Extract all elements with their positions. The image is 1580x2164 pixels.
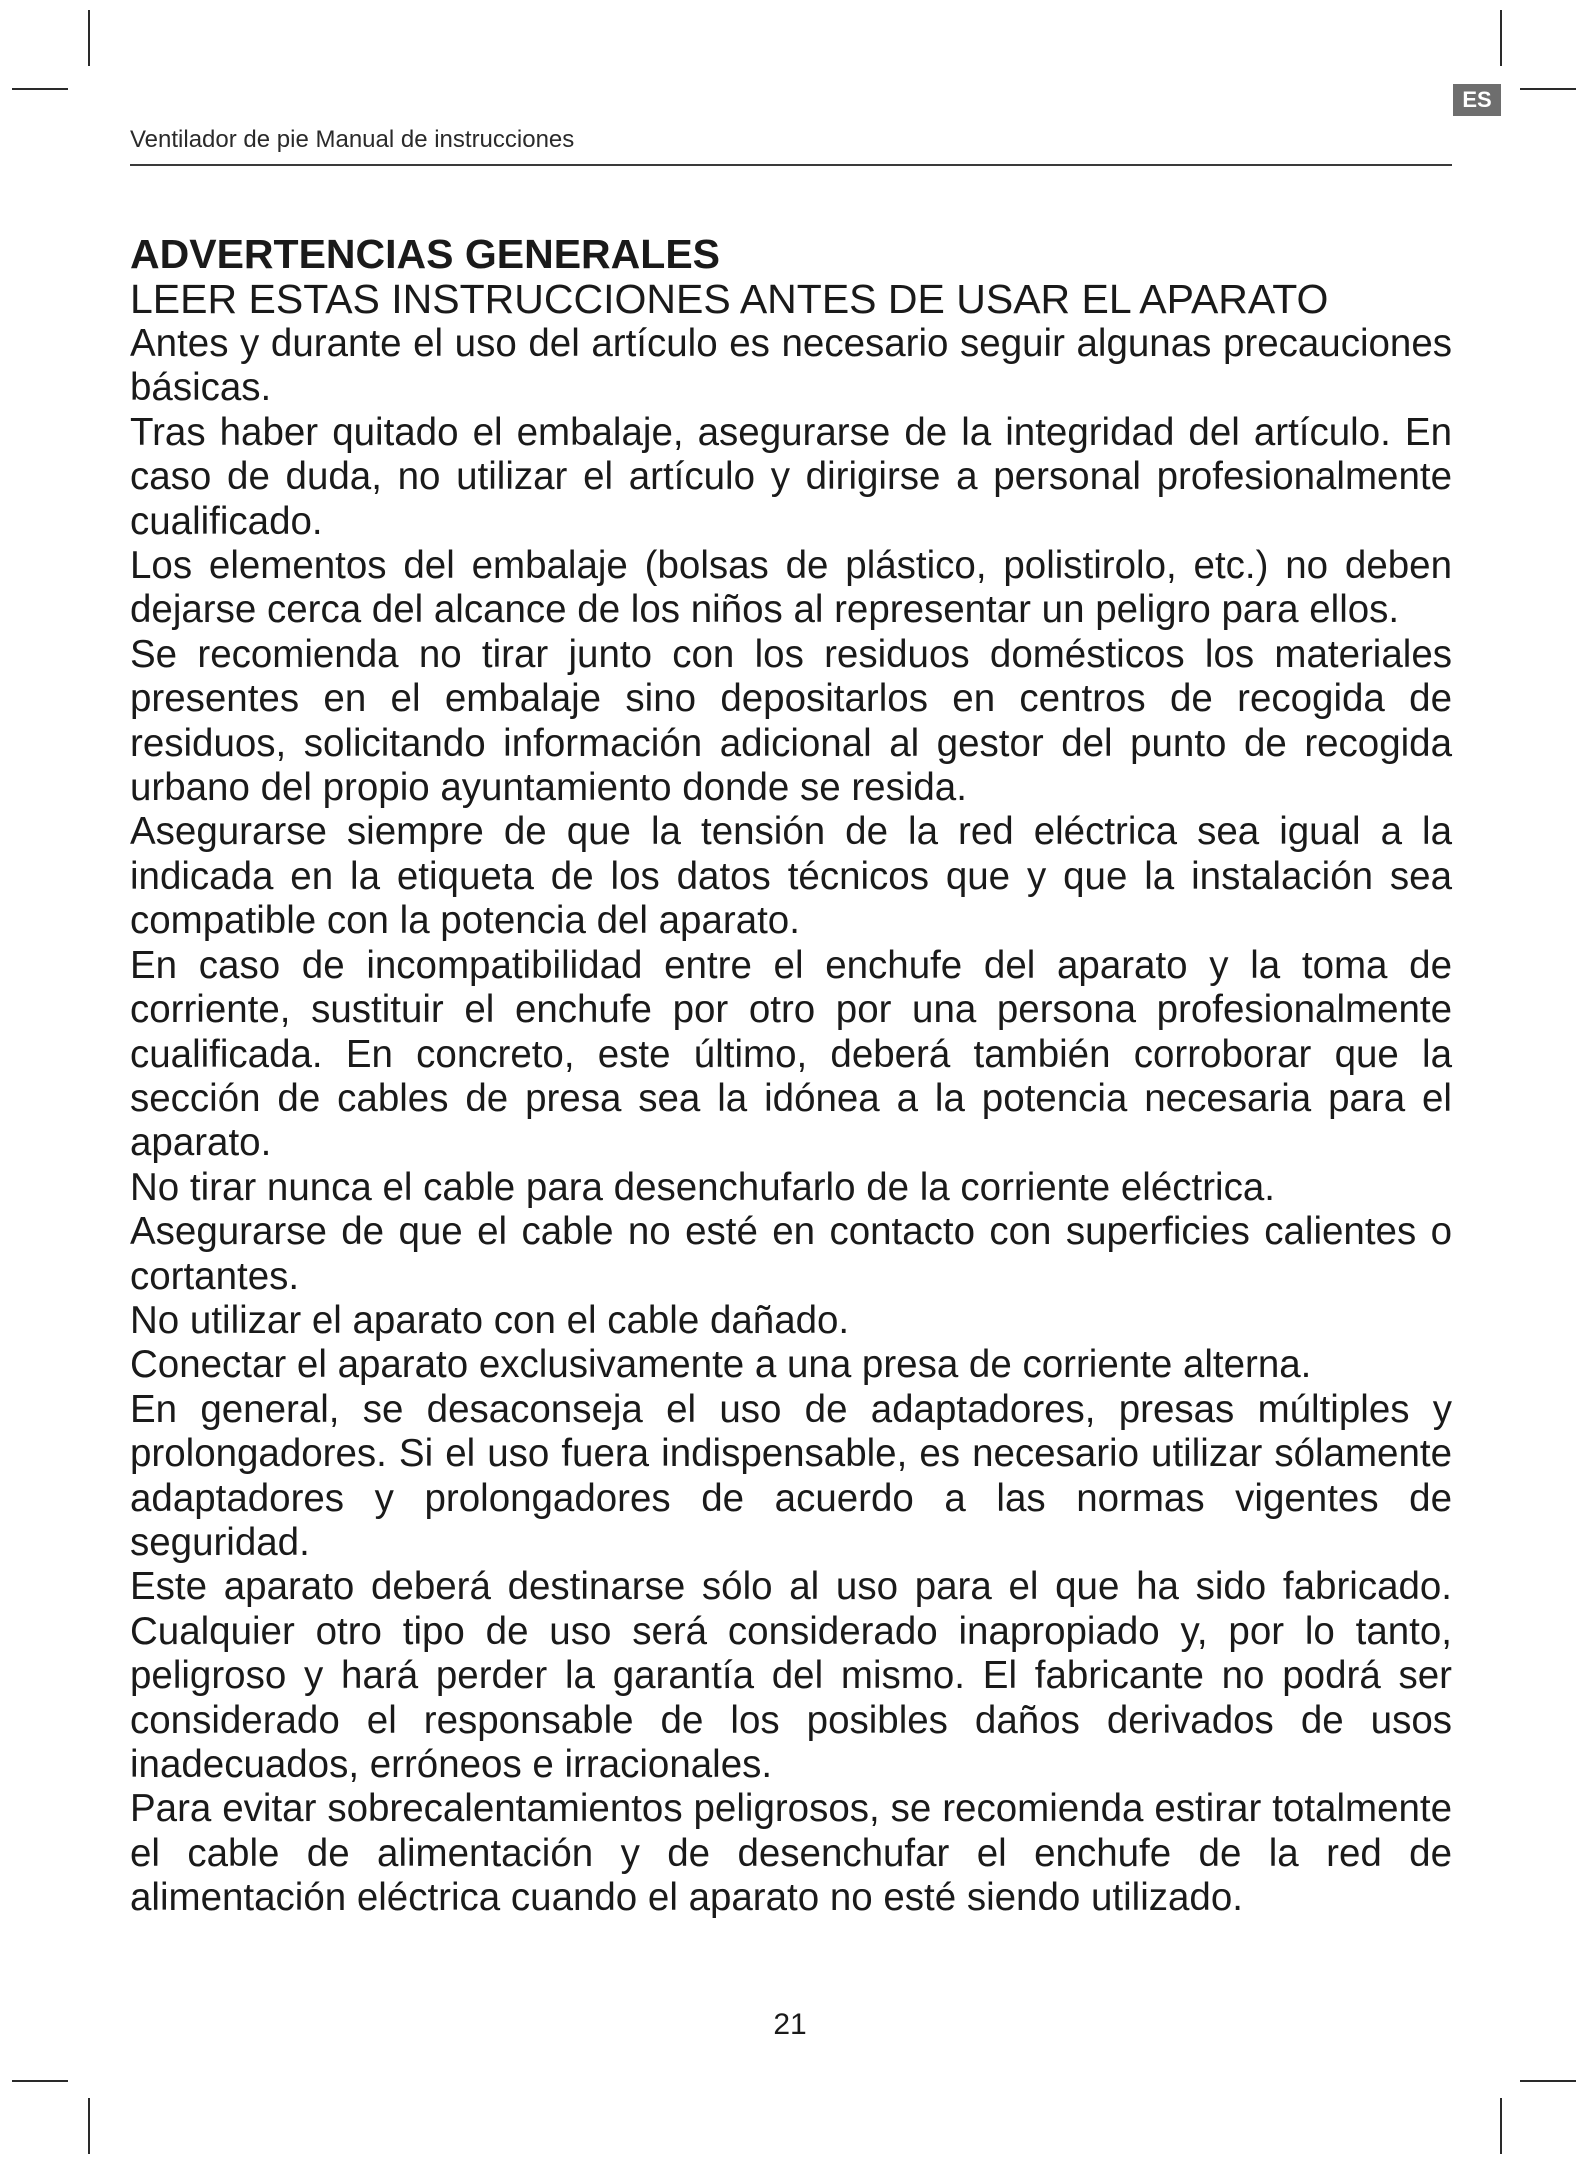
- crop-mark-bottom-right-vertical: [1500, 2098, 1502, 2154]
- paragraph: Antes y durante el uso del artículo es necesario seguir algunas precauciones básicas.: [130, 322, 1452, 410]
- crop-mark-bottom-left-horizontal: [12, 2080, 68, 2082]
- crop-mark-top-right-vertical: [1500, 10, 1502, 66]
- language-badge: ES: [1453, 84, 1501, 116]
- main-content: [130, 232, 1452, 1921]
- paragraph: No tirar nunca el cable para desenchufarlo de la corriente eléctrica.: [130, 1165, 1275, 1209]
- paragraph: Los elementos del embalaje (bolsas de plástico, polistirolo, etc.) no deben dejarse cerca del alcance de los niños al representar un peligro para ellos.: [130, 544, 1452, 632]
- running-header: Ventilador de pie Manual de instrucciones: [130, 126, 575, 153]
- paragraph: Asegurarse siempre de que la tensión de la red eléctrica sea igual a la indicada en la etiqueta de los datos técnicos que y que la instalación sea compatible con la potencia del aparato.: [130, 810, 1452, 943]
- header-rule: [130, 164, 1452, 166]
- paragraph: Asegurarse de que el cable no esté en contacto con superficies calientes o cortantes.: [130, 1210, 1452, 1298]
- paragraph: Para evitar sobrecalentamientos peligrosos, se recomienda estirar totalmente el cable de alimentación y de desenchufar el enchufe de la red de alimentación eléctrica cuando el aparato no esté siendo utilizado.: [130, 1787, 1452, 1920]
- crop-mark-bottom-left-vertical: [88, 2098, 90, 2154]
- paragraph: En caso de incompatibilidad entre el enchufe del aparato y la toma de corriente, sustituir el enchufe por otro por una persona profesionalmente cualificada. En concreto, este último, deberá también corroborar que la sección de cables de presa sea la idónea a la potencia necesaria para el aparato.: [130, 943, 1452, 1165]
- crop-mark-top-left-horizontal: [12, 88, 68, 90]
- paragraph: No utilizar el aparato con el cable dañado.: [130, 1298, 850, 1342]
- section-title: ADVERTENCIAS GENERALES: [130, 231, 721, 277]
- paragraph: En general, se desaconseja el uso de adaptadores, presas múltiples y prolongadores. Si el uso fuera indispensable, es necesario utilizar sólamente adaptadores y prolongadores de acuerdo a las normas vigentes de seguridad.: [130, 1387, 1452, 1564]
- section-subtitle: LEER ESTAS INSTRUCCIONES ANTES DE USAR EL APARATO: [130, 276, 1329, 322]
- paragraph-list: [130, 322, 1452, 1921]
- paragraph: Tras haber quitado el embalaje, asegurarse de la integridad del artículo. En caso de duda, no utilizar el artículo y dirigirse a personal profesionalmente cualificado.: [130, 410, 1452, 543]
- crop-mark-bottom-right-horizontal: [1520, 2080, 1576, 2082]
- crop-mark-top-right-horizontal: [1520, 88, 1576, 90]
- paragraph: Conectar el aparato exclusivamente a una presa de corriente alterna.: [130, 1343, 1312, 1387]
- paragraph: Se recomienda no tirar junto con los residuos domésticos los materiales presentes en el embalaje sino depositarlos en centros de recogida de residuos, solicitando información adicional al gestor del punto de recogida urbano del propio ayuntamiento donde se resida.: [130, 632, 1452, 810]
- page-number: 21: [773, 2008, 807, 2041]
- crop-mark-top-left-vertical: [88, 10, 90, 66]
- paragraph: Este aparato deberá destinarse sólo al uso para el que ha sido fabricado. Cualquier otro tipo de uso será considerado inapropiado y, por lo tanto, peligroso y hará perder la garantía del mismo. El fabricante no podrá ser considerado el responsable de los posibles daños derivados de usos inadecuados, erróneos e irracionales.: [130, 1565, 1452, 1786]
